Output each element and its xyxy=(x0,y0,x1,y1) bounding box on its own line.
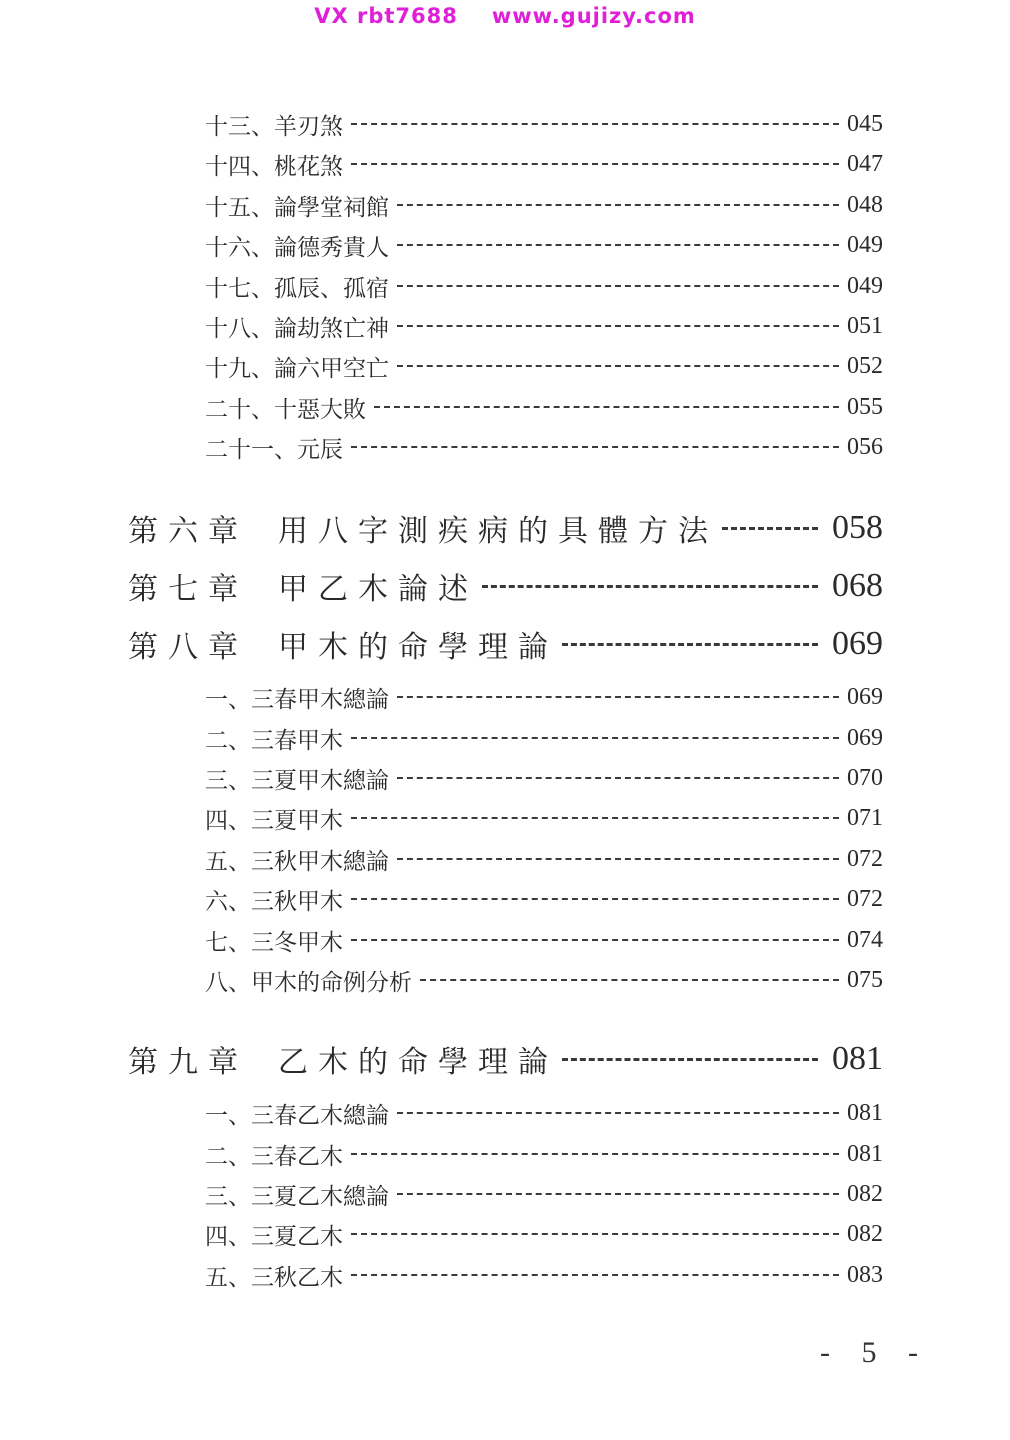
dot-leader xyxy=(397,1112,839,1114)
dot-leader xyxy=(397,1193,839,1195)
dot-leader xyxy=(351,1233,839,1235)
toc-entry-label: 七、三冬甲木 xyxy=(205,929,343,956)
toc-entry-label: 五、三秋乙木 xyxy=(205,1264,343,1291)
toc-entry xyxy=(205,1259,883,1291)
toc-entry-page: 051 xyxy=(847,312,883,339)
toc-entry xyxy=(205,108,883,140)
toc-entry-page: 047 xyxy=(847,150,883,177)
toc-entry xyxy=(205,229,883,261)
toc-chapter xyxy=(128,622,883,666)
chapter-number: 第六章 xyxy=(128,514,248,549)
toc-entry-page: 055 xyxy=(847,393,883,420)
toc-entry-page: 045 xyxy=(847,110,883,137)
chapter-page: 068 xyxy=(832,567,883,604)
dot-leader xyxy=(562,643,818,646)
toc-chapter xyxy=(128,564,883,608)
dot-leader xyxy=(351,898,839,900)
toc-entry-page: 069 xyxy=(847,724,883,751)
dot-leader xyxy=(397,365,839,367)
toc-entry xyxy=(205,189,883,221)
chapter-number: 第七章 xyxy=(128,572,248,607)
toc-entry xyxy=(205,391,883,423)
dot-leader xyxy=(397,325,839,327)
toc-entry xyxy=(205,1138,883,1170)
chapter-title: 用八字測疾病的具體方法 xyxy=(278,514,718,549)
toc-chapter xyxy=(128,1037,883,1081)
toc-entry-label: 十七、孤辰、孤宿 xyxy=(205,275,389,302)
toc-entry-label: 三、三夏乙木總論 xyxy=(205,1183,389,1210)
dot-leader xyxy=(397,204,839,206)
toc-entry xyxy=(205,350,883,382)
chapter-page: 069 xyxy=(832,625,883,662)
dot-leader xyxy=(397,244,839,246)
dot-leader xyxy=(351,123,839,125)
toc-entry xyxy=(205,681,883,713)
dot-leader xyxy=(351,446,839,448)
toc-entry-label: 二十一、元辰 xyxy=(205,436,343,463)
toc-entry-label: 二、三春甲木 xyxy=(205,727,343,754)
toc-entry-page: 072 xyxy=(847,885,883,912)
chapter-title: 乙木的命學理論 xyxy=(278,1045,558,1080)
dot-leader xyxy=(722,527,818,530)
toc-entry-page: 069 xyxy=(847,683,883,710)
page-number: - 5 - xyxy=(820,1336,930,1369)
toc-entry-label: 十九、論六甲空亡 xyxy=(205,355,389,382)
toc-entry-page: 081 xyxy=(847,1140,883,1167)
toc-entry-label: 十四、桃花煞 xyxy=(205,153,343,180)
toc-entry-page: 074 xyxy=(847,926,883,953)
toc-entry-page: 048 xyxy=(847,191,883,218)
dot-leader xyxy=(397,858,839,860)
dot-leader xyxy=(397,285,839,287)
toc-chapter xyxy=(128,506,883,550)
toc-entry-label: 三、三夏甲木總論 xyxy=(205,767,389,794)
toc-entry-label: 六、三秋甲木 xyxy=(205,888,343,915)
toc-entry xyxy=(205,924,883,956)
watermark xyxy=(0,4,1010,28)
chapter-number: 第九章 xyxy=(128,1045,248,1080)
toc-entry-label: 二、三春乙木 xyxy=(205,1143,343,1170)
dot-leader xyxy=(351,737,839,739)
toc-entry xyxy=(205,843,883,875)
dot-leader xyxy=(351,817,839,819)
toc-entry-label: 二十、十惡大敗 xyxy=(205,396,366,423)
dot-leader xyxy=(397,696,839,698)
watermark-left: VX rbt7688 xyxy=(314,4,458,28)
toc-entry-page: 082 xyxy=(847,1180,883,1207)
toc-entry xyxy=(205,270,883,302)
toc-entry xyxy=(205,802,883,834)
toc-entry-page: 049 xyxy=(847,272,883,299)
toc-entry-page: 071 xyxy=(847,804,883,831)
toc-entry-label: 十三、羊刃煞 xyxy=(205,113,343,140)
toc-entry-label: 十八、論劫煞亡神 xyxy=(205,315,389,342)
dot-leader xyxy=(351,1153,839,1155)
toc-entry-page: 052 xyxy=(847,352,883,379)
toc-entry xyxy=(205,310,883,342)
dot-leader xyxy=(374,406,839,408)
dot-leader xyxy=(351,1274,839,1276)
toc-entry xyxy=(205,762,883,794)
dot-leader xyxy=(351,939,839,941)
toc-entry-page: 081 xyxy=(847,1099,883,1126)
toc-entry xyxy=(205,148,883,180)
toc-entry-label: 四、三夏乙木 xyxy=(205,1223,343,1250)
toc-entry-page: 083 xyxy=(847,1261,883,1288)
toc-entry-label: 十五、論學堂祠館 xyxy=(205,194,389,221)
dot-leader xyxy=(482,585,818,588)
toc-entry xyxy=(205,722,883,754)
chapter-number: 第八章 xyxy=(128,630,248,665)
toc-entry xyxy=(205,431,883,463)
dot-leader xyxy=(397,777,839,779)
toc-entry-label: 一、三春甲木總論 xyxy=(205,686,389,713)
toc-entry-page: 072 xyxy=(847,845,883,872)
chapter-page: 081 xyxy=(832,1040,883,1077)
dot-leader xyxy=(420,979,839,981)
chapter-title: 甲木的命學理論 xyxy=(278,630,558,665)
toc-entry-page: 056 xyxy=(847,433,883,460)
toc-entry-label: 一、三春乙木總論 xyxy=(205,1102,389,1129)
toc-entry-label: 四、三夏甲木 xyxy=(205,807,343,834)
watermark-right: www.gujizy.com xyxy=(491,4,696,28)
toc-entry-label: 五、三秋甲木總論 xyxy=(205,848,389,875)
toc-entry xyxy=(205,1097,883,1129)
toc-entry xyxy=(205,1178,883,1210)
toc-entry-label: 十六、論德秀貴人 xyxy=(205,234,389,261)
toc-entry-label: 八、甲木的命例分析 xyxy=(205,969,412,996)
chapter-title: 甲乙木論述 xyxy=(278,572,478,607)
toc-entry-page: 070 xyxy=(847,764,883,791)
toc-entry xyxy=(205,964,883,996)
toc-entry-page: 075 xyxy=(847,966,883,993)
toc-entry xyxy=(205,1218,883,1250)
dot-leader xyxy=(351,163,839,165)
chapter-page: 058 xyxy=(832,509,883,546)
toc-entry-page: 082 xyxy=(847,1220,883,1247)
toc-entry-page: 049 xyxy=(847,231,883,258)
dot-leader xyxy=(562,1058,818,1061)
toc-entry xyxy=(205,883,883,915)
